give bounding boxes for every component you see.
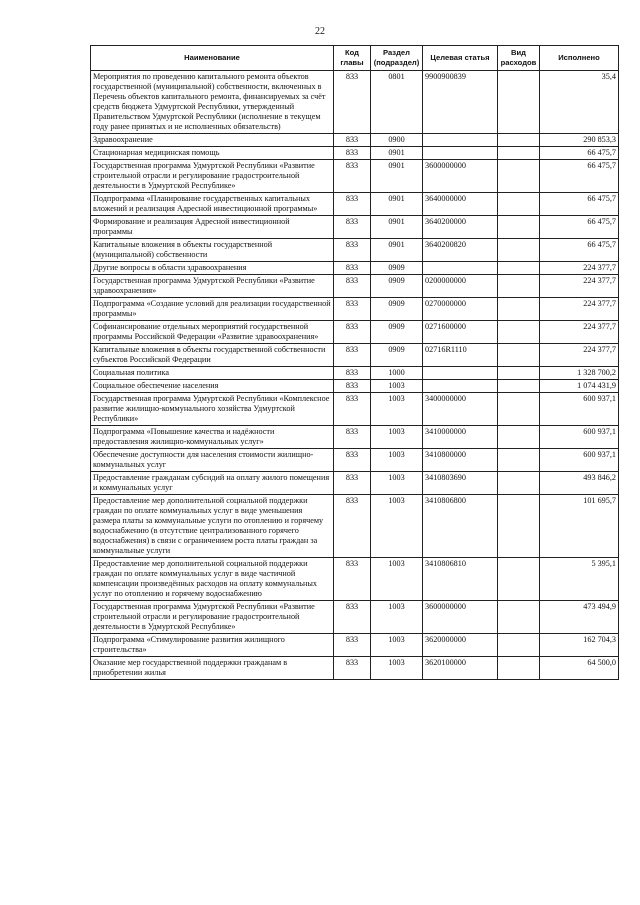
cell-type [498,147,540,160]
cell-type [498,193,540,216]
cell-section: 0901 [371,239,423,262]
table-row [91,558,619,601]
table-row [91,134,619,147]
table-row [91,634,619,657]
cell-name: Подпрограмма «Создание условий для реализации государственной программы» [91,298,334,321]
table-row [91,239,619,262]
cell-target: 3640200820 [423,239,498,262]
cell-target: 3410800000 [423,449,498,472]
cell-target: 0270000000 [423,298,498,321]
cell-section: 0901 [371,147,423,160]
cell-code: 833 [334,262,371,275]
cell-name: Социальное обеспечение населения [91,380,334,393]
cell-type [498,558,540,601]
table-row [91,71,619,134]
table-row [91,193,619,216]
cell-done: 600 937,1 [540,426,619,449]
cell-target: 3410806800 [423,495,498,558]
cell-name: Предоставление гражданам субсидий на оплату жилого помещения и коммунальных услуг [91,472,334,495]
cell-target: 3620100000 [423,657,498,680]
cell-section: 1003 [371,601,423,634]
cell-type [498,134,540,147]
table-row [91,160,619,193]
cell-type [498,298,540,321]
cell-code: 833 [334,298,371,321]
cell-section: 1003 [371,472,423,495]
cell-name: Формирование и реализация Адресной инвестиционной программы [91,216,334,239]
cell-code: 833 [334,426,371,449]
cell-type [498,472,540,495]
table-row [91,426,619,449]
cell-name: Предоставление мер дополнительной социальной поддержки граждан по оплате коммунальных услуг в виде частичной компенсации произведённых расходов на оплату коммунальных услуг по отоплению и горячему водоснабжению [91,558,334,601]
cell-name: Государственная программа Удмуртской Республики «Развитие строительной отрасли и регулирование градостроительной деятельности в Удмуртской Республике» [91,160,334,193]
cell-done: 66 475,7 [540,239,619,262]
cell-code: 833 [334,657,371,680]
cell-name: Подпрограмма «Повышение качества и надёжности предоставления жилищно-коммунальных услуг» [91,426,334,449]
cell-section: 1003 [371,393,423,426]
table-row [91,449,619,472]
cell-code: 833 [334,558,371,601]
cell-done: 224 377,7 [540,298,619,321]
cell-section: 1003 [371,558,423,601]
cell-target [423,147,498,160]
cell-target: 9900900839 [423,71,498,134]
cell-target: 0271600000 [423,321,498,344]
cell-done: 600 937,1 [540,449,619,472]
cell-code: 833 [334,321,371,344]
cell-section: 0909 [371,344,423,367]
cell-target [423,367,498,380]
cell-code: 833 [334,134,371,147]
cell-done: 35,4 [540,71,619,134]
cell-type [498,634,540,657]
header-target: Целевая статья [423,46,498,71]
cell-section: 1003 [371,426,423,449]
cell-type [498,239,540,262]
cell-type [498,216,540,239]
cell-done: 1 328 700,2 [540,367,619,380]
table-row [91,472,619,495]
cell-target: 0200000000 [423,275,498,298]
cell-type [498,275,540,298]
cell-name: Предоставление мер дополнительной социальной поддержки граждан по оплате коммунальных услуг в виде уменьшения размера платы за коммунальные услуги по отоплению и горячему водоснабжению (в отсутствие централизованного горячего водоснабжения) в связи с ограничением роста платы граждан за коммунальные услуги [91,495,334,558]
cell-done: 224 377,7 [540,344,619,367]
cell-code: 833 [334,216,371,239]
cell-target: 3620000000 [423,634,498,657]
cell-done: 66 475,7 [540,193,619,216]
cell-done: 493 846,2 [540,472,619,495]
cell-name: Здравоохранение [91,134,334,147]
table-row [91,601,619,634]
cell-type [498,262,540,275]
cell-section: 0901 [371,216,423,239]
cell-type [498,426,540,449]
cell-done: 224 377,7 [540,275,619,298]
cell-target [423,134,498,147]
cell-name: Подпрограмма «Стимулирование развития жилищного строительства» [91,634,334,657]
cell-type [498,71,540,134]
cell-section: 1003 [371,495,423,558]
cell-type [498,449,540,472]
cell-code: 833 [334,472,371,495]
cell-target [423,262,498,275]
cell-target: 3640200000 [423,216,498,239]
cell-type [498,344,540,367]
cell-type [498,601,540,634]
table-row [91,367,619,380]
cell-code: 833 [334,344,371,367]
cell-code: 833 [334,160,371,193]
cell-code: 833 [334,367,371,380]
cell-done: 290 853,3 [540,134,619,147]
table-row [91,147,619,160]
cell-target [423,380,498,393]
cell-name: Мероприятия по проведению капитального ремонта объектов государственной (муниципальной) собственности, включенных в Перечень объектов капитального ремонта, финансируемых за счёт средств бюджета Удмуртской Республики, утвержденный Правительством Удмуртской Республики (исполнение в текущем году ранее принятых и не исполненных обязательств) [91,71,334,134]
cell-code: 833 [334,393,371,426]
cell-done: 224 377,7 [540,262,619,275]
table-header-row [91,46,619,71]
cell-section: 1003 [371,380,423,393]
cell-section: 1003 [371,634,423,657]
cell-target: 3410803690 [423,472,498,495]
budget-table [90,45,619,680]
header-section: Раздел (подраздел) [371,46,423,71]
cell-done: 600 937,1 [540,393,619,426]
cell-code: 833 [334,193,371,216]
cell-code: 833 [334,275,371,298]
cell-section: 1003 [371,657,423,680]
cell-section: 0900 [371,134,423,147]
cell-name: Софинансирование отдельных мероприятий государственной программы Российской Федерации «Развитие здравоохранения» [91,321,334,344]
cell-type [498,160,540,193]
cell-type [498,321,540,344]
cell-code: 833 [334,239,371,262]
header-code: Код главы [334,46,371,71]
cell-code: 833 [334,71,371,134]
cell-name: Капитальные вложения в объекты государственной (муниципальной) собственности [91,239,334,262]
cell-target: 3400000000 [423,393,498,426]
cell-section: 1003 [371,449,423,472]
cell-done: 101 695,7 [540,495,619,558]
cell-target: 3640000000 [423,193,498,216]
cell-section: 0901 [371,160,423,193]
cell-type [498,380,540,393]
cell-target: 3600000000 [423,160,498,193]
cell-name: Обеспечение доступности для населения стоимости жилищно-коммунальных услуг [91,449,334,472]
cell-done: 473 494,9 [540,601,619,634]
cell-code: 833 [334,495,371,558]
cell-done: 66 475,7 [540,216,619,239]
cell-target: 02716R1110 [423,344,498,367]
table-row [91,344,619,367]
cell-name: Государственная программа Удмуртской Республики «Развитие строительной отрасли и регулирование градостроительной деятельности в Удмуртской Республике» [91,601,334,634]
cell-name: Подпрограмма «Планирование государственных капитальных вложений и реализация Адресной инвестиционной программы» [91,193,334,216]
cell-section: 0909 [371,262,423,275]
cell-section: 0909 [371,275,423,298]
page-number: 22 [315,26,325,37]
cell-code: 833 [334,380,371,393]
cell-name: Другие вопросы в области здравоохранения [91,262,334,275]
table-row [91,275,619,298]
cell-name: Социальная политика [91,367,334,380]
cell-type [498,495,540,558]
cell-done: 64 500,0 [540,657,619,680]
cell-done: 5 395,1 [540,558,619,601]
table-row [91,380,619,393]
cell-code: 833 [334,449,371,472]
cell-section: 0901 [371,193,423,216]
cell-done: 66 475,7 [540,147,619,160]
table-row [91,321,619,344]
table-row [91,216,619,239]
cell-name: Стационарная медицинская помощь [91,147,334,160]
table-row [91,495,619,558]
cell-section: 0801 [371,71,423,134]
cell-target: 3410000000 [423,426,498,449]
cell-name: Государственная программа Удмуртской Республики «Развитие здравоохранения» [91,275,334,298]
table-row [91,657,619,680]
cell-type [498,657,540,680]
cell-type [498,367,540,380]
cell-section: 0909 [371,298,423,321]
cell-name: Капитальные вложения в объекты государственной собственности субъектов Российской Федерации [91,344,334,367]
header-name: Наименование [91,46,334,71]
header-done: Исполнено [540,46,619,71]
cell-target: 3600000000 [423,601,498,634]
table-row [91,393,619,426]
table-row [91,262,619,275]
header-type: Вид расходов [498,46,540,71]
cell-done: 224 377,7 [540,321,619,344]
cell-type [498,393,540,426]
cell-section: 0909 [371,321,423,344]
cell-done: 162 704,3 [540,634,619,657]
cell-section: 1000 [371,367,423,380]
table-row [91,298,619,321]
cell-code: 833 [334,147,371,160]
cell-code: 833 [334,601,371,634]
cell-done: 66 475,7 [540,160,619,193]
cell-target: 3410806810 [423,558,498,601]
cell-done: 1 074 431,9 [540,380,619,393]
cell-code: 833 [334,634,371,657]
cell-name: Государственная программа Удмуртской Республики «Комплексное развитие жилищно-коммунального хозяйства Удмуртской Республики» [91,393,334,426]
cell-name: Оказание мер государственной поддержки гражданам в приобретении жилья [91,657,334,680]
